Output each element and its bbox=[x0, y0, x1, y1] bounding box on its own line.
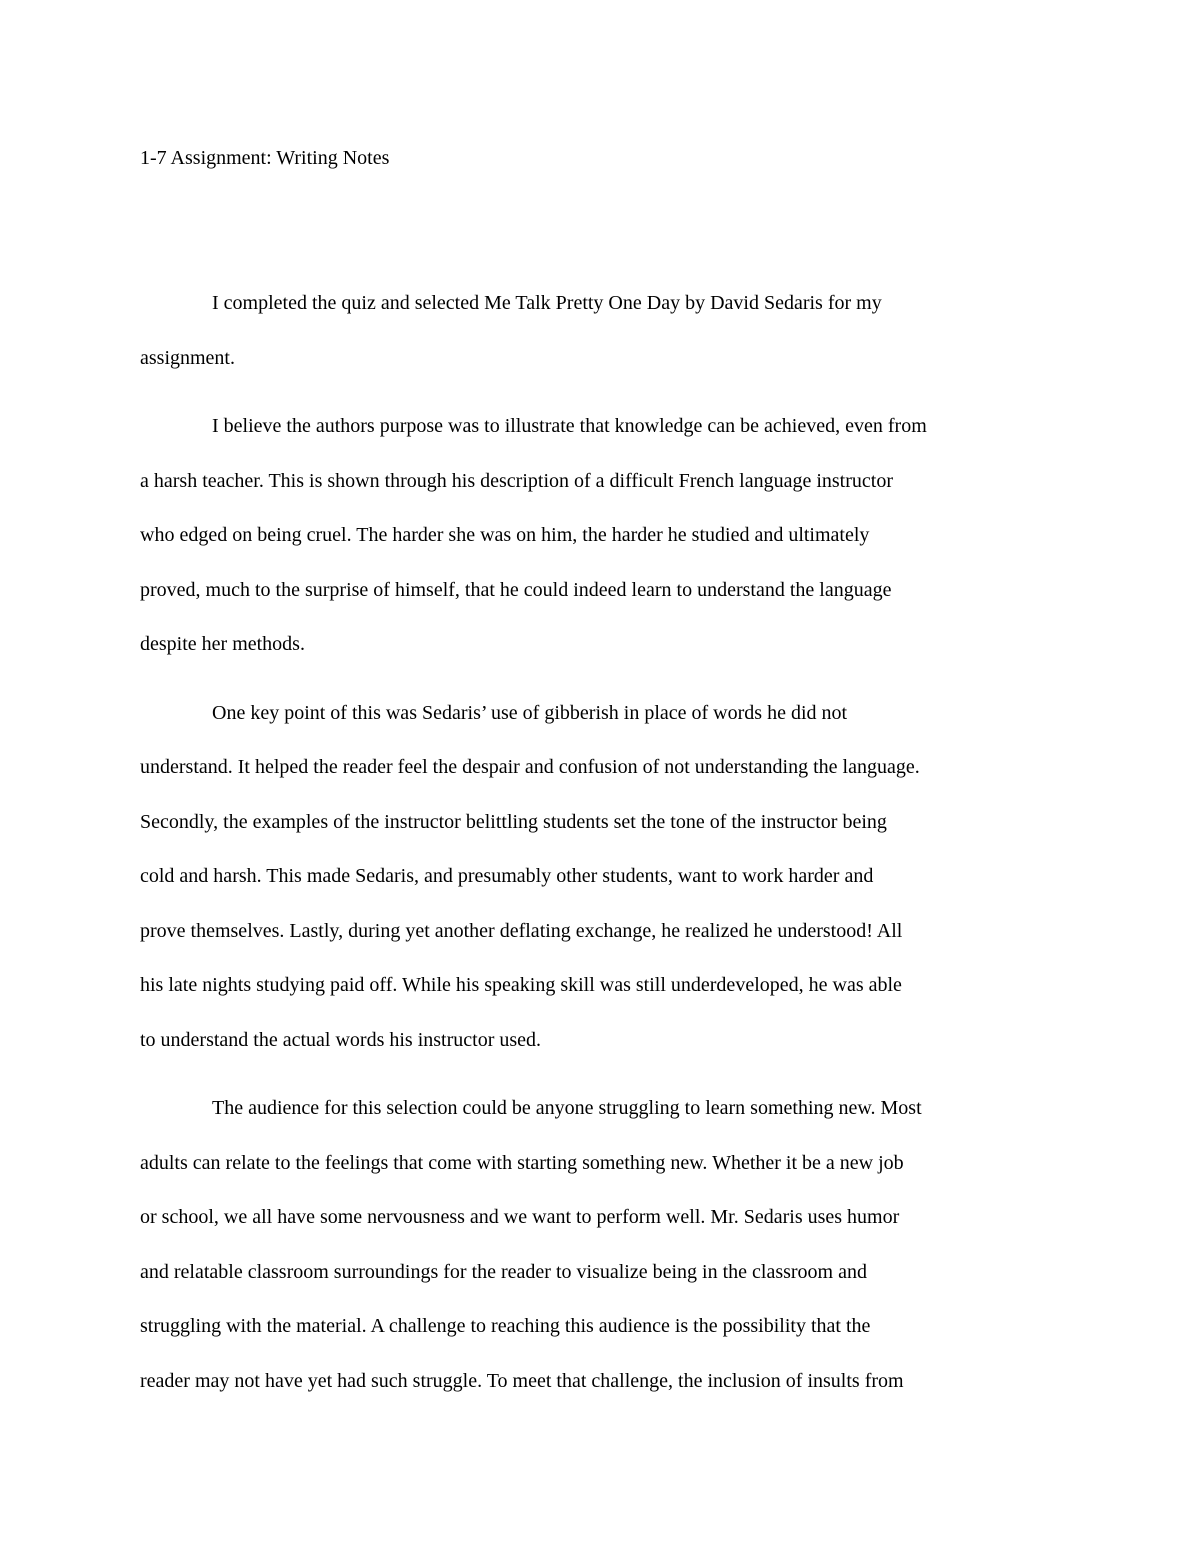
paragraph-line: I completed the quiz and selected Me Talk Pretty One Day by David Sedaris for my bbox=[212, 292, 882, 314]
paragraph-line: One key point of this was Sedaris’ use of gibberish in place of words he did not bbox=[212, 701, 848, 724]
paragraph-line: cold and harsh. This made Sedaris, and presumably other students, want to work harder and bbox=[140, 865, 874, 887]
paragraph-line: a harsh teacher. This is shown through his description of a difficult French language instructor bbox=[140, 469, 893, 492]
paragraph-line: understand. It helped the reader feel the despair and confusion of not understanding the language. bbox=[140, 756, 920, 778]
paragraph-line: reader may not have yet had such struggle. To meet that challenge, the inclusion of insults from bbox=[140, 1369, 904, 1392]
paragraph-line: to understand the actual words his instructor used. bbox=[140, 1028, 542, 1051]
paragraph-4 bbox=[140, 1081, 1060, 1408]
paragraph-line: or school, we all have some nervousness and we want to perform well. Mr. Sedaris uses humor bbox=[140, 1206, 900, 1228]
paragraph-line: assignment. bbox=[140, 346, 235, 369]
paragraph-line: who edged on being cruel. The harder she was on him, the harder he studied and ultimately bbox=[140, 524, 870, 546]
document-body bbox=[140, 276, 1060, 1408]
paragraph-line: despite her methods. bbox=[140, 633, 305, 655]
paragraph-line: proved, much to the surprise of himself, that he could indeed learn to understand the language bbox=[140, 578, 892, 601]
paragraph-line: struggling with the material. A challenge to reaching this audience is the possibility that the bbox=[140, 1315, 871, 1337]
paragraph-line: prove themselves. Lastly, during yet another deflating exchange, he realized he understood! All bbox=[140, 919, 903, 942]
paragraph-line: Secondly, the examples of the instructor belittling students set the tone of the instructor being bbox=[140, 810, 887, 833]
paragraph-line: I believe the authors purpose was to illustrate that knowledge can be achieved, even from bbox=[212, 415, 927, 437]
document-content bbox=[140, 138, 1060, 1422]
document-title: 1-7 Assignment: Writing Notes bbox=[140, 147, 390, 169]
paragraph-3 bbox=[140, 686, 1060, 1068]
paragraph-line: The audience for this selection could be anyone struggling to learn something new. Most bbox=[212, 1097, 922, 1119]
paragraph-line: his late nights studying paid off. While his speaking skill was still underdeveloped, he was able bbox=[140, 974, 902, 996]
paragraph-1 bbox=[140, 276, 1060, 385]
paragraph-2 bbox=[140, 399, 1060, 672]
paragraph-line: adults can relate to the feelings that come with starting something new. Whether it be a new job bbox=[140, 1151, 904, 1174]
paragraph-line: and relatable classroom surroundings for the reader to visualize being in the classroom and bbox=[140, 1260, 867, 1283]
